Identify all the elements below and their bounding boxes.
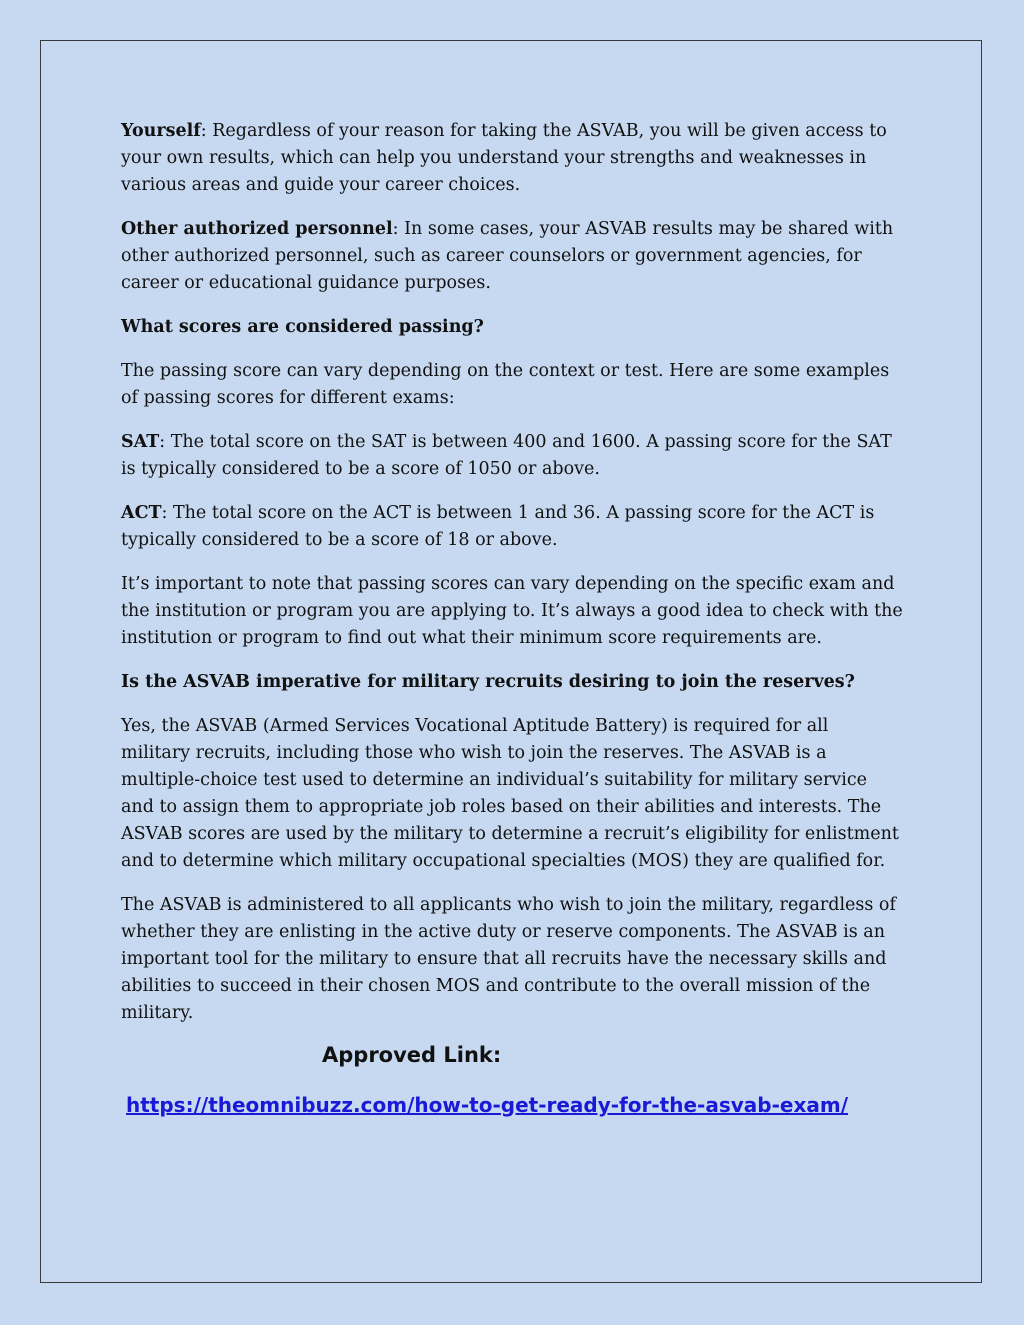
term-other-personnel: Other authorized personnel	[121, 219, 393, 239]
approved-link-label: Approved Link:	[322, 1043, 502, 1067]
approved-link[interactable]: https://theomnibuzz.com/how-to-get-ready-for-the-asvab-exam/	[126, 1093, 849, 1117]
term-sat: SAT	[121, 432, 160, 452]
heading-text: What scores are considered passing?	[121, 317, 484, 337]
heading-text: Is the ASVAB imperative for military recruits desiring to join the reserves?	[121, 672, 855, 692]
paragraph-text: : In some cases, your ASVAB results may be shared with other authorized personnel, such as career counselors or government agencies, for career or educational guidance purposes.	[121, 219, 894, 293]
paragraph-text: : Regardless of your reason for taking the ASVAB, you will be given access to your own results, which can help you understand your strengths and weaknesses in various areas and guide your career choices.	[121, 121, 887, 195]
heading-passing-scores	[121, 314, 903, 341]
heading-asvab-reserves	[121, 669, 903, 696]
paragraph-passing-intro: The passing score can vary depending on the context or test. Here are some examples of passing scores for different exams:	[121, 361, 890, 408]
paragraph-other-personnel	[121, 216, 903, 297]
paragraph-asvab-required: Yes, the ASVAB (Armed Services Vocational Aptitude Battery) is required for all military recruits, including those who wish to join the reserves. The ASVAB is a multiple-choice test used to determine an individual’s suitability for military service and to assign them to appropriate job roles based on their abilities and interests. The ASVAB scores are used by the military to determine a recruit’s eligibility for enlistment and to determine which military occupational specialties (MOS) they are qualified for.	[121, 716, 899, 871]
paragraph-yourself	[121, 118, 903, 199]
article-body	[121, 118, 903, 1044]
paragraph-sat	[121, 429, 903, 483]
paragraph-text: : The total score on the ACT is between 1 and 36. A passing score for the ACT is typically considered to be a score of 18 or above.	[121, 503, 875, 550]
paragraph-text: : The total score on the SAT is between 400 and 1600. A passing score for the SAT is typically considered to be a score of 1050 or above.	[121, 432, 892, 479]
paragraph-note: It’s important to note that passing scores can vary depending on the specific exam and the institution or program you are applying to. It’s always a good idea to check with the institution or program to find out what their minimum score requirements are.	[121, 574, 903, 648]
paragraph-asvab-administered: The ASVAB is administered to all applicants who wish to join the military, regardless of whether they are enlisting in the active duty or reserve components. The ASVAB is an important tool for the military to ensure that all recruits have the necessary skills and abilities to succeed in their chosen MOS and contribute to the overall mission of the military.	[121, 895, 896, 1023]
term-yourself: Yourself	[121, 121, 201, 141]
term-act: ACT	[121, 503, 162, 523]
paragraph-act	[121, 500, 903, 554]
